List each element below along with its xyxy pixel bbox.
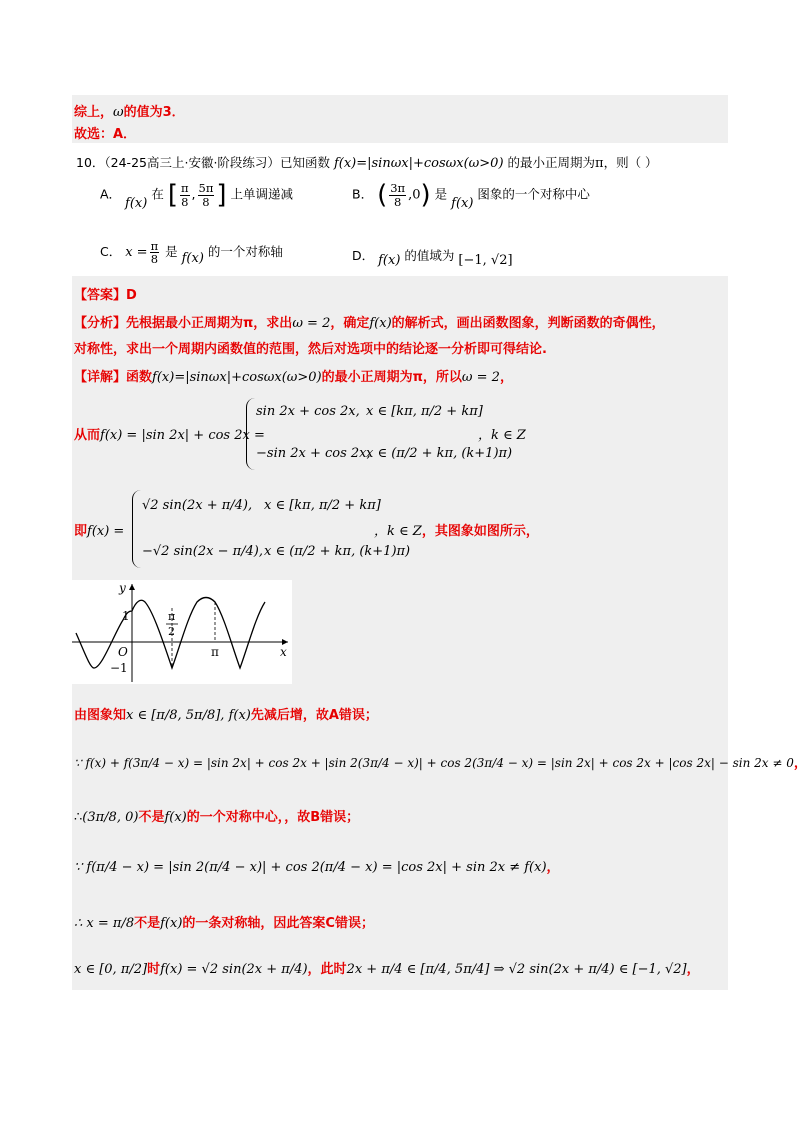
equation-b: ∵ f(x) + f(3π/4 − x) = |sin 2x| + cos 2x + |sin 2(3π/4 − x)| + cos 2(3π/4 − x) = |sin 2x| + cos 2x + |cos 2x| − sin 2x ≠ 0， <box>74 756 807 771</box>
summary-block <box>72 95 728 143</box>
piecewise-1: 从而f(x) = |sin 2x| + cos 2x = sin 2x + cos 2x, x ∈ [kπ, π/2 + kπ] −sin 2x + cos 2x, x ∈ (π/2 + kπ, (k+1)π) ，k ∈ Z <box>74 394 724 472</box>
summary-conclusion: 综上，ω的值为3． <box>74 105 185 120</box>
analysis-line-2: 对称性，求出一个周期内函数值的范围，然后对选项中的结论逐一分析即可得结论. <box>74 342 547 357</box>
graph-one: 1 <box>122 609 130 623</box>
graph-pi: π <box>211 645 219 659</box>
graph-minus-one: −1 <box>110 661 128 675</box>
detail-line-1: 【详解】函数f(x)=|sinωx|+cosωx(ω>0)的最小正周期为π，所以ω = 2， <box>74 370 513 385</box>
piecewise-2-brace <box>132 490 141 568</box>
conclusion-b: ∴(3π/8, 0)不是f(x)的一个对称中心，，故B错误； <box>74 810 360 825</box>
piecewise-1-brace <box>246 398 255 470</box>
equation-c: ∵ f(π/4 − x) = |sin 2(π/4 − x)| + cos 2(π/4 − x) = |cos 2x| + sin 2x ≠ f(x)， <box>74 860 560 875</box>
conclusion-a: 由图象知x ∈ [π/8, 5π/8], f(x)先减后增，故A错误； <box>74 708 378 723</box>
final-line: x ∈ [0, π/2]时f(x) = √2 sin(2x + π/4)，此时2x + π/4 ∈ [π/4, 5π/4] ⇒ √2 sin(2x + π/4) ∈ [−1, √2]， <box>74 962 700 977</box>
option-c[interactable]: C． x = $\frac{\pi}{8}$ 是 f(x) 的一个对称轴 <box>100 239 283 267</box>
conclusion-c: ∴ x = π/8不是f(x)的一条对称轴，因此答案C错误； <box>74 916 374 931</box>
solution-block <box>72 276 807 990</box>
option-a[interactable]: A． f(x) 在 [ $\frac{\pi}{8}$ , $\frac{5\pi}{8}$ ] 上单调递减 <box>100 180 294 211</box>
summary-prev-answer: 故选：A． <box>74 127 137 142</box>
option-d[interactable]: D． f(x) 的值域为 [−1, √2] <box>352 248 513 268</box>
answer-line: 【答案】D <box>74 288 137 303</box>
graph-y-label: y <box>119 581 126 595</box>
graph-origin: O <box>118 645 128 659</box>
graph-x-label: x <box>280 645 287 659</box>
option-b[interactable]: B． ( $\frac{3\pi}{8}$ ,0) 是 f(x) 图象的一个对称中心 <box>352 180 590 211</box>
graph-half-pi-den: 2 <box>168 625 175 638</box>
analysis-line-1: 【分析】先根据最小正周期为π，求出ω = 2，确定f(x)的解析式，画出函数图象，判断函数的奇偶性， <box>74 316 665 331</box>
graph-half-pi-num: π <box>168 610 176 623</box>
piecewise-2: 即f(x) = √2 sin(2x + π/4), x ∈ [kπ, π/2 + kπ] −√2 sin(2x − π/4), x ∈ (π/2 + kπ, (k+1)π) ，k ∈ Z，其图象如图所示， <box>74 486 724 570</box>
question-stem: 10．（24-25高三上·安徽·阶段练习）已知函数 f(x)=|sinωx|+cosωx(ω>0) 的最小正周期为π，则（ ） <box>76 155 658 171</box>
function-graph <box>72 580 292 684</box>
